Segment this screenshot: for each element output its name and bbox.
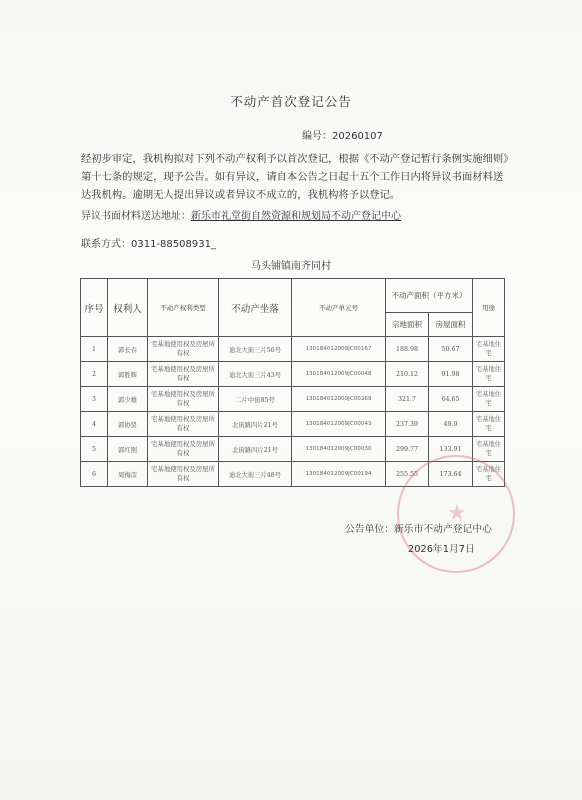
- cell-owner: 郭红刚: [108, 437, 148, 462]
- document-number: 编号：20260107: [302, 131, 383, 142]
- address-label: 异议书面材料送达地址：: [81, 211, 191, 222]
- header-house: 房屋面积: [429, 313, 473, 337]
- cell-house: 173.64: [429, 462, 473, 487]
- cell-use: 宅基地住宅: [473, 462, 505, 487]
- cell-house: 64.65: [429, 387, 473, 412]
- announcement-date: 2026年1月7日: [408, 544, 475, 555]
- official-seal: [397, 455, 515, 573]
- cell-land: 255.55: [386, 462, 429, 487]
- cell-land: 321.7: [386, 387, 429, 412]
- table-row: [81, 337, 505, 362]
- cell-use: 宅基地住宅: [473, 337, 505, 362]
- cell-unit: 130184012009JC00269: [292, 387, 386, 412]
- cell-type: 宅基地使用权及房屋所有权: [148, 412, 219, 437]
- cell-type: 宅基地使用权及房屋所有权: [148, 362, 219, 387]
- cell-unit: 130184012009JC00194: [292, 462, 386, 487]
- cell-location: 北街路四片21号: [219, 412, 292, 437]
- contact-line: 联系方式：0311-88508931_: [81, 239, 216, 250]
- cell-use: 宅基地住宅: [473, 362, 505, 387]
- cell-unit: 130184012009JC00030: [292, 437, 386, 462]
- cell-type: 宅基地使用权及房屋所有权: [148, 337, 219, 362]
- header-unit: 不动产单元号: [292, 279, 386, 337]
- page-title: 不动产首次登记公告: [230, 94, 352, 109]
- cell-use: 宅基地住宅: [473, 387, 505, 412]
- header-type: 不动产权利类型: [148, 279, 219, 337]
- cell-use: 宅基地住宅: [473, 437, 505, 462]
- header-land: 宗地面积: [386, 313, 429, 337]
- cell-owner: 郭少雄: [108, 387, 148, 412]
- cell-use: 宅基地住宅: [473, 412, 505, 437]
- table-row: [81, 362, 505, 387]
- village-name: 马头铺镇南齐同村: [251, 261, 331, 272]
- cell-seq: 6: [81, 462, 108, 487]
- cell-land: 210.12: [386, 362, 429, 387]
- cell-unit: 130184012009JC00167: [292, 337, 386, 362]
- header-location: 不动产坐落: [219, 279, 292, 337]
- cell-land: 188.98: [386, 337, 429, 362]
- cell-type: 宅基地使用权及房屋所有权: [148, 437, 219, 462]
- cell-owner: 郭协贤: [108, 412, 148, 437]
- announcement-paragraph: 经初步审定，我机构拟对下列不动产权利予以首次登记，根据《不动产登记暂行条例实施细则》第十七条的规定，现予公告。如有异议，请自本公告之日起十五个工作日内将异议书面材料送达我机构。逾期无人提出异议或者异议不成立的，我机构将予以登记。: [81, 153, 509, 201]
- cell-land: 237.39: [386, 412, 429, 437]
- cell-type: 宅基地使用权及房屋所有权: [148, 462, 219, 487]
- cell-location: 二片中街85号: [219, 387, 292, 412]
- table-row: [81, 412, 505, 437]
- address-value: 新乐市礼堂街自然资源和规划局不动产登记中心: [191, 211, 401, 222]
- cell-seq: 5: [81, 437, 108, 462]
- cell-seq: 4: [81, 412, 108, 437]
- announcer: 公告单位：新乐市不动产登记中心: [345, 524, 492, 535]
- objection-address-line: [81, 207, 401, 222]
- cell-unit: 130184012009JC00043: [292, 412, 386, 437]
- cell-seq: 2: [81, 362, 108, 387]
- cell-house: 133.91: [429, 437, 473, 462]
- cell-owner: 郭长春: [108, 337, 148, 362]
- cell-seq: 1: [81, 337, 108, 362]
- header-use: 用途: [473, 279, 505, 337]
- cell-house: 49.9: [429, 412, 473, 437]
- cell-type: 宅基地使用权及房屋所有权: [148, 387, 219, 412]
- cell-house: 91.98: [429, 362, 473, 387]
- cell-owner: 郭胜辉: [108, 362, 148, 387]
- cell-location: 迪北大街三片48号: [219, 462, 292, 487]
- table-row: [81, 387, 505, 412]
- cell-owner: 周梅彦: [108, 462, 148, 487]
- header-area: 不动产面积（平方米）: [386, 279, 473, 313]
- cell-location: 迪北大街三片56号: [219, 337, 292, 362]
- cell-unit: 130184012009JC00048: [292, 362, 386, 387]
- cell-seq: 3: [81, 387, 108, 412]
- header-seq: 序号: [81, 279, 108, 337]
- header-owner: 权利人: [108, 279, 148, 337]
- cell-land: 299.77: [386, 437, 429, 462]
- cell-location: 迪北大街三片43号: [219, 362, 292, 387]
- cell-location: 北街路四片21号: [219, 437, 292, 462]
- cell-house: 50.67: [429, 337, 473, 362]
